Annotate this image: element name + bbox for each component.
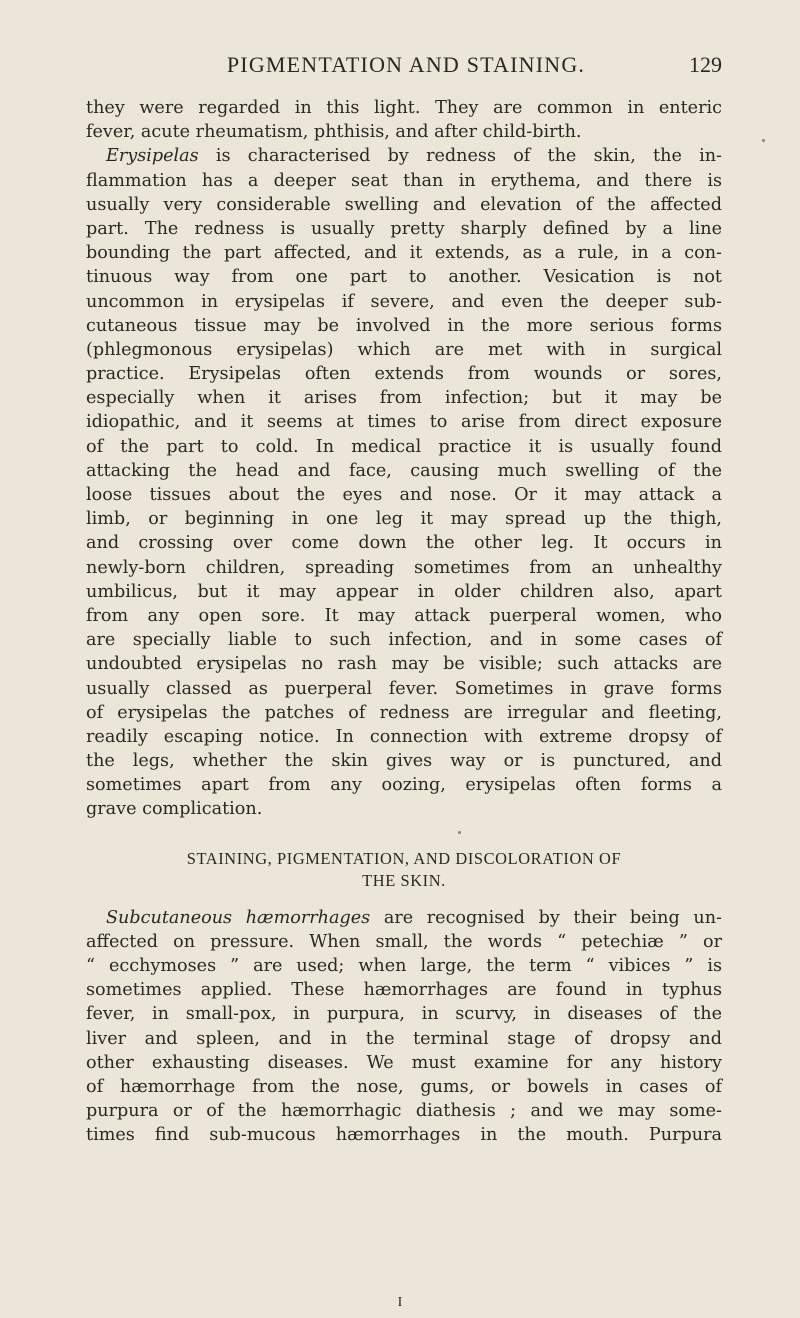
text-line: of erysipelas the patches of redness are irregular and fleeting, xyxy=(86,702,722,723)
signature-mark: I xyxy=(397,1295,403,1310)
text-line: of hæmorrhage from the nose, gums, or bowels in cases of xyxy=(86,1076,722,1097)
section-gap xyxy=(86,892,722,906)
text-line: purpura or of the hæmorrhagic diathesis ; and we may some- xyxy=(86,1101,722,1122)
text-line: especially when it arises from infection; but it may be xyxy=(86,388,722,409)
text-line: Subcutaneous hæmorrhages are recognised by their being un- xyxy=(106,907,722,928)
text-line: and crossing over come down the other leg. It occurs in xyxy=(86,533,722,554)
text-line: undoubted erysipelas no rash may be visible; such attacks are xyxy=(86,654,722,675)
body-text xyxy=(86,96,722,1148)
text-line: umbilicus, but it may appear in older children also, apart xyxy=(86,581,722,602)
text-line: (phlegmonous erysipelas) which are met with in surgical xyxy=(86,339,722,360)
text-line: bounding the part affected, and it extends, as a rule, in a con- xyxy=(86,243,722,264)
text-line: idiopathic, and it seems at times to arise from direct exposure xyxy=(86,412,722,433)
text-line: sometimes applied. These hæmorrhages are found in typhus xyxy=(86,980,722,1001)
text-line: newly-born children, spreading sometimes from an unhealthy xyxy=(86,557,722,578)
text-line: tinuous way from one part to another. Vesication is not xyxy=(86,267,722,288)
text-line: other exhausting diseases. We must examine for any history xyxy=(86,1052,722,1073)
text-line: fever, acute rheumatism, phthisis, and after child-birth. xyxy=(86,122,582,143)
running-head xyxy=(90,52,722,80)
text-line: readily escaping notice. In connection with extreme dropsy of xyxy=(86,726,722,747)
paragraph-haemorrhages xyxy=(86,906,722,1148)
text-line: of the part to cold. In medical practice it is usually found xyxy=(86,436,722,457)
term-erysipelas: Erysipelas xyxy=(106,146,199,167)
text-line: usually very considerable swelling and elevation of the affected xyxy=(86,194,722,215)
running-title: PIGMENTATION AND STAINING. xyxy=(226,52,586,77)
text-line: they were regarded in this light. They are common in enteric xyxy=(86,98,722,118)
text-line: usually classed as puerperal fever. Sometimes in grave forms xyxy=(86,678,722,699)
text-line: “ ecchymoses ” are used; when large, the term “ vibices ” is xyxy=(86,956,722,976)
text-line: from any open sore. It may attack puerperal women, who xyxy=(86,605,722,626)
text-line: uncommon in erysipelas if severe, and even the deeper sub- xyxy=(86,291,722,312)
text-line: limb, or beginning in one leg it may spread up the thigh, xyxy=(86,509,722,530)
section-heading-line: STAINING, PIGMENTATION, AND DISCOLORATION OF xyxy=(186,848,622,868)
text-line: grave complication. xyxy=(86,799,263,820)
text-line: times find sub-mucous hæmorrhages in the mouth. Purpura xyxy=(86,1125,722,1146)
text-line: practice. Erysipelas often extends from wounds or sores, xyxy=(86,364,722,385)
text-line: liver and spleen, and in the terminal stage of dropsy and xyxy=(86,1028,722,1049)
text-line: loose tissues about the eyes and nose. Or it may attack a xyxy=(86,485,722,505)
text-line: Erysipelas is characterised by redness of the skin, the in- xyxy=(106,146,722,167)
text-line: cutaneous tissue may be involved in the more serious forms xyxy=(86,315,722,336)
text-line: attacking the head and face, causing much swelling of the xyxy=(86,460,722,481)
text-line: the legs, whether the skin gives way or is punctured, and xyxy=(86,751,722,772)
term-subcutaneous-haemorrhages: Subcutaneous hæmorrhages xyxy=(106,907,371,928)
print-speck xyxy=(762,139,765,142)
text-line: flammation has a deeper seat than in erythema, and there is xyxy=(86,170,722,191)
section-gap xyxy=(86,822,722,848)
text-line: fever, in small-pox, in purpura, in scurvy, in diseases of the xyxy=(86,1004,722,1025)
paragraph-1 xyxy=(86,96,722,144)
text-line: affected on pressure. When small, the words “ petechiæ ” or xyxy=(86,931,722,952)
paragraph-erysipelas xyxy=(86,144,722,821)
text-line: are specially liable to such infection, and in some cases of xyxy=(86,630,722,651)
text-line: sometimes apart from any oozing, erysipelas often forms a xyxy=(86,775,722,796)
print-speck xyxy=(458,831,461,834)
section-heading xyxy=(86,848,722,892)
page-number: 129 xyxy=(689,52,722,77)
section-heading-line: THE SKIN. xyxy=(362,870,446,890)
text-line: part. The redness is usually pretty sharply defined by a line xyxy=(86,218,722,239)
